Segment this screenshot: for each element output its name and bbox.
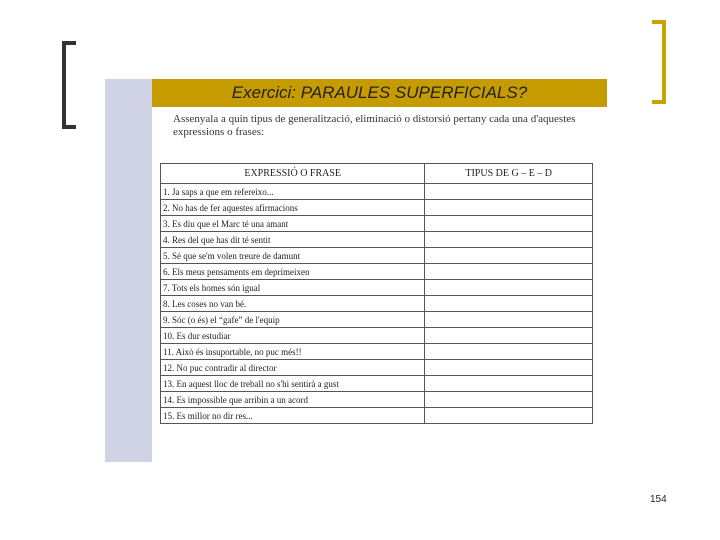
right-bracket-decoration bbox=[652, 20, 666, 104]
table-row bbox=[161, 408, 593, 424]
header-type: TIPUS DE G – E – D bbox=[425, 164, 593, 184]
type-cell[interactable] bbox=[425, 296, 593, 312]
header-expression: EXPRESSIÓ O FRASE bbox=[161, 164, 425, 184]
table-row bbox=[161, 264, 593, 280]
table-header-row bbox=[161, 164, 593, 184]
expression-cell: 6. Els meus pensaments em deprimeixen bbox=[161, 264, 425, 280]
type-cell[interactable] bbox=[425, 280, 593, 296]
table-row bbox=[161, 232, 593, 248]
expression-cell: 15. Es millor no dir res... bbox=[161, 408, 425, 424]
expression-cell: 8. Les coses no van bé. bbox=[161, 296, 425, 312]
table-row bbox=[161, 280, 593, 296]
type-cell[interactable] bbox=[425, 392, 593, 408]
expression-cell: 1. Ja saps a que em refereixo... bbox=[161, 184, 425, 200]
table-row bbox=[161, 216, 593, 232]
expression-cell: 11. Això és insuportable, no puc més!! bbox=[161, 344, 425, 360]
type-cell[interactable] bbox=[425, 248, 593, 264]
expression-cell: 3. Es diu que el Marc té una amant bbox=[161, 216, 425, 232]
expression-cell: 10. Es dur estudiar bbox=[161, 328, 425, 344]
type-cell[interactable] bbox=[425, 184, 593, 200]
table-row bbox=[161, 248, 593, 264]
type-cell[interactable] bbox=[425, 232, 593, 248]
expression-cell: 2. No has de fer aquestes afirmacions bbox=[161, 200, 425, 216]
left-bracket-decoration bbox=[62, 41, 76, 129]
table-row bbox=[161, 328, 593, 344]
table-row bbox=[161, 376, 593, 392]
table-row bbox=[161, 312, 593, 328]
title-bar bbox=[152, 79, 607, 107]
type-cell[interactable] bbox=[425, 312, 593, 328]
table-row bbox=[161, 296, 593, 312]
type-cell[interactable] bbox=[425, 344, 593, 360]
type-cell[interactable] bbox=[425, 376, 593, 392]
table-row bbox=[161, 392, 593, 408]
type-cell[interactable] bbox=[425, 360, 593, 376]
expression-cell: 5. Sé que se'm volen treure de damunt bbox=[161, 248, 425, 264]
type-cell[interactable] bbox=[425, 216, 593, 232]
table-row bbox=[161, 344, 593, 360]
expression-cell: 7. Tots els homes són igual bbox=[161, 280, 425, 296]
type-cell[interactable] bbox=[425, 328, 593, 344]
expression-cell: 9. Sóc (o és) el “gafe” de l'equip bbox=[161, 312, 425, 328]
table-row bbox=[161, 360, 593, 376]
type-cell[interactable] bbox=[425, 264, 593, 280]
type-cell[interactable] bbox=[425, 200, 593, 216]
table-row bbox=[161, 184, 593, 200]
side-panel bbox=[105, 79, 152, 462]
expression-cell: 13. En aquest lloc de treball no s'hi sentirà a gust bbox=[161, 376, 425, 392]
slide-title: Exercici: PARAULES SUPERFICIALS? bbox=[231, 83, 528, 102]
page-number: 154 bbox=[650, 494, 667, 505]
expression-cell: 4. Res del que has dit té sentit bbox=[161, 232, 425, 248]
instructions-text: Assenyala a quin tipus de generalització, eliminació o distorsió pertany cada una d'aquestes expressions o frases: bbox=[173, 113, 576, 138]
expression-cell: 14. Es impossible que arribin a un acord bbox=[161, 392, 425, 408]
expressions-table bbox=[160, 163, 593, 424]
table-row bbox=[161, 200, 593, 216]
type-cell[interactable] bbox=[425, 408, 593, 424]
expression-cell: 12. No puc contradir al director bbox=[161, 360, 425, 376]
